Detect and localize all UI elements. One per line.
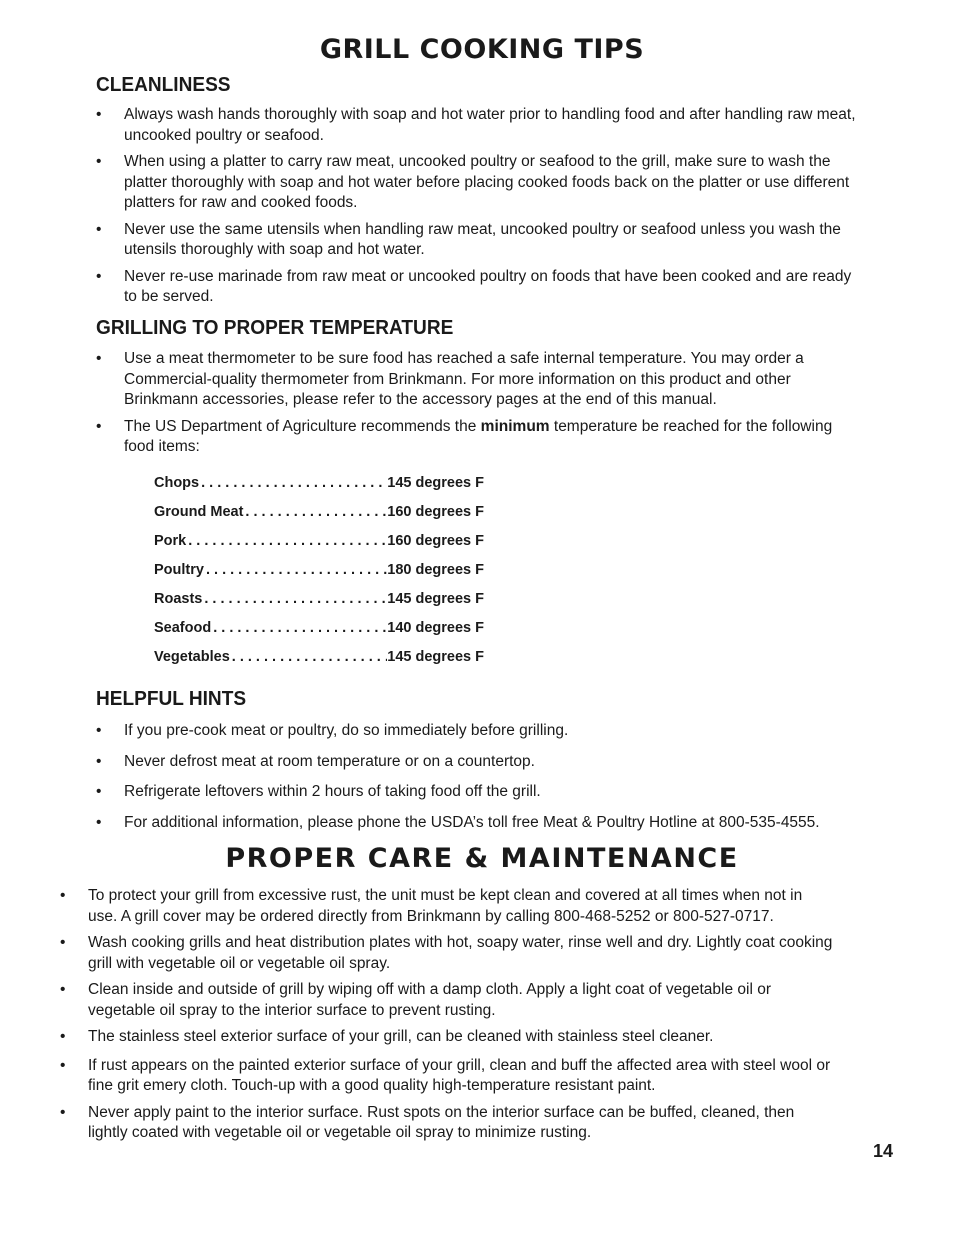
list-item <box>96 152 866 214</box>
temperature-list <box>96 349 866 458</box>
list-item <box>60 1103 835 1144</box>
temperature-row <box>154 562 484 591</box>
temperature-row <box>154 504 484 533</box>
bullet: • <box>96 220 102 238</box>
bullet: • <box>96 417 102 435</box>
list-item <box>96 782 866 803</box>
list-item-text: If you pre-cook meat or poultry, do so immediately before grilling. <box>124 722 569 739</box>
cleanliness-heading: CLEANLINESS <box>96 73 231 96</box>
dot-leader <box>211 620 387 636</box>
text-segment: The US Department of Agriculture recommends the <box>124 417 481 435</box>
dot-leader <box>186 533 387 549</box>
list-item-text: To protect your grill from excessive rust, the unit must be kept clean and covered at all times when not in use. A grill cover may be ordered directly from Brinkmann by calling 800-468-5252 or 800-527-0717. <box>88 887 803 925</box>
list-item <box>96 105 866 146</box>
food-temperature: 145 degrees F <box>387 591 484 607</box>
food-temperature: 145 degrees F <box>387 649 484 665</box>
bullet: • <box>60 1028 66 1045</box>
temperature-row <box>154 475 484 504</box>
dot-leader <box>204 562 387 578</box>
bullet: • <box>96 783 102 800</box>
food-name: Pork <box>154 533 187 549</box>
list-item-text: Clean inside and outside of grill by wiping off with a damp cloth. Apply a light coat of vegetable oil or vegetable oil spray to the interior surface to prevent rusting. <box>88 981 771 1019</box>
list-item-text: Never defrost meat at room temperature or on a countertop. <box>124 752 535 770</box>
proper-care-maintenance-title: PROPER CARE & MAINTENANCE <box>225 843 739 874</box>
dot-leader <box>230 649 388 665</box>
helpful-hints-list <box>96 721 866 833</box>
list-item <box>96 752 866 773</box>
temperature-row <box>154 649 484 678</box>
bullet: • <box>60 1056 66 1074</box>
bullet: • <box>96 153 102 170</box>
bullet: • <box>96 752 102 770</box>
list-item-text: Never use the same utensils when handling raw meat, uncooked poultry or seafood unless you wash the utensils thoroughly with soap and hot water. <box>124 220 841 258</box>
food-name: Roasts <box>154 591 203 607</box>
list-item-text <box>124 418 832 456</box>
list-item-text: When using a platter to carry raw meat, uncooked poultry or seafood to the grill, make sure to wash the platter thoroughly with soap and hot water before placing cooked foods back on the platter or use different platters for raw and cooked foods. <box>124 153 850 211</box>
dot-leader <box>202 591 387 607</box>
list-item <box>96 349 866 411</box>
food-name: Seafood <box>154 620 212 636</box>
list-item <box>60 1056 835 1097</box>
list-item-text: Wash cooking grills and heat distribution plates with hot, soapy water, rinse well and dry. Lightly coat cooking grill with vegetable oil or vegetable oil spray. <box>88 934 833 972</box>
list-item-text: Use a meat thermometer to be sure food has reached a safe internal temperature. You may order a Commercial-quality thermometer from Brinkmann. For more information on this product and other Brinkmann accessories, please refer to the accessory pages at the end of this manual. <box>124 350 804 408</box>
list-item-text: If rust appears on the painted exterior surface of your grill, clean and buff the affected area with steel wool or fine grit emery cloth. Touch-up with a good quality high-temperature resistant paint. <box>88 1056 831 1094</box>
bullet: • <box>96 106 102 123</box>
food-name: Chops <box>154 475 200 491</box>
temperature-row <box>154 620 484 649</box>
food-temperature: 140 degrees F <box>387 620 484 636</box>
food-name: Poultry <box>154 562 204 578</box>
dot-leader <box>199 475 387 491</box>
food-temperature: 180 degrees F <box>387 562 484 578</box>
bullet: • <box>60 1103 66 1121</box>
list-item <box>96 267 866 308</box>
list-item <box>60 886 835 927</box>
list-item-text: The stainless steel exterior surface of your grill, can be cleaned with stainless steel cleaner. <box>88 1028 714 1045</box>
food-temperature: 160 degrees F <box>387 533 484 549</box>
food-name: Vegetables <box>154 649 230 665</box>
list-item-text: For additional information, please phone the USDA’s toll free Meat & Poultry Hotline at 800-535-4555. <box>124 813 820 831</box>
dot-leader <box>243 504 387 520</box>
food-temperature: 145 degrees F <box>387 475 484 491</box>
food-temperature: 160 degrees F <box>387 504 484 520</box>
cleanliness-list <box>96 105 866 308</box>
temperature-row <box>154 533 484 562</box>
bullet: • <box>60 981 66 998</box>
bullet: • <box>60 887 66 904</box>
temperature-table <box>154 475 484 678</box>
temperature-row <box>154 591 484 620</box>
minimum-emphasis: minimum <box>480 417 550 435</box>
bullet: • <box>96 267 102 285</box>
list-item <box>60 933 835 974</box>
list-item <box>96 721 866 742</box>
list-item <box>60 1027 835 1048</box>
bullet: • <box>96 722 102 739</box>
grill-cooking-tips-title: GRILL COOKING TIPS <box>319 34 645 65</box>
care-list <box>60 886 835 1144</box>
bullet: • <box>60 934 66 951</box>
text-segment: temperature be reached for the following food items: <box>124 417 833 455</box>
list-item <box>96 220 866 261</box>
list-item <box>96 417 866 458</box>
list-item-text: Never re-use marinade from raw meat or uncooked poultry on foods that have been cooked and are ready to be served. <box>124 267 852 305</box>
list-item-text: Never apply paint to the interior surface. Rust spots on the interior surface can be buffed, cleaned, then lightly coated with vegetable oil or vegetable oil spray to minimize rusting. <box>88 1103 795 1141</box>
food-name: Ground Meat <box>154 504 244 520</box>
list-item <box>60 980 835 1021</box>
bullet: • <box>96 350 102 367</box>
list-item-text: Refrigerate leftovers within 2 hours of taking food off the grill. <box>124 783 541 800</box>
page-number: 14 <box>873 1141 894 1161</box>
helpful-hints-heading: HELPFUL HINTS <box>96 687 247 710</box>
list-item-text: Always wash hands thoroughly with soap and hot water prior to handling food and after handling raw meat, uncooked poultry or seafood. <box>124 106 856 144</box>
temperature-heading: GRILLING TO PROPER TEMPERATURE <box>96 316 454 339</box>
list-item <box>96 813 866 834</box>
bullet: • <box>96 813 102 831</box>
